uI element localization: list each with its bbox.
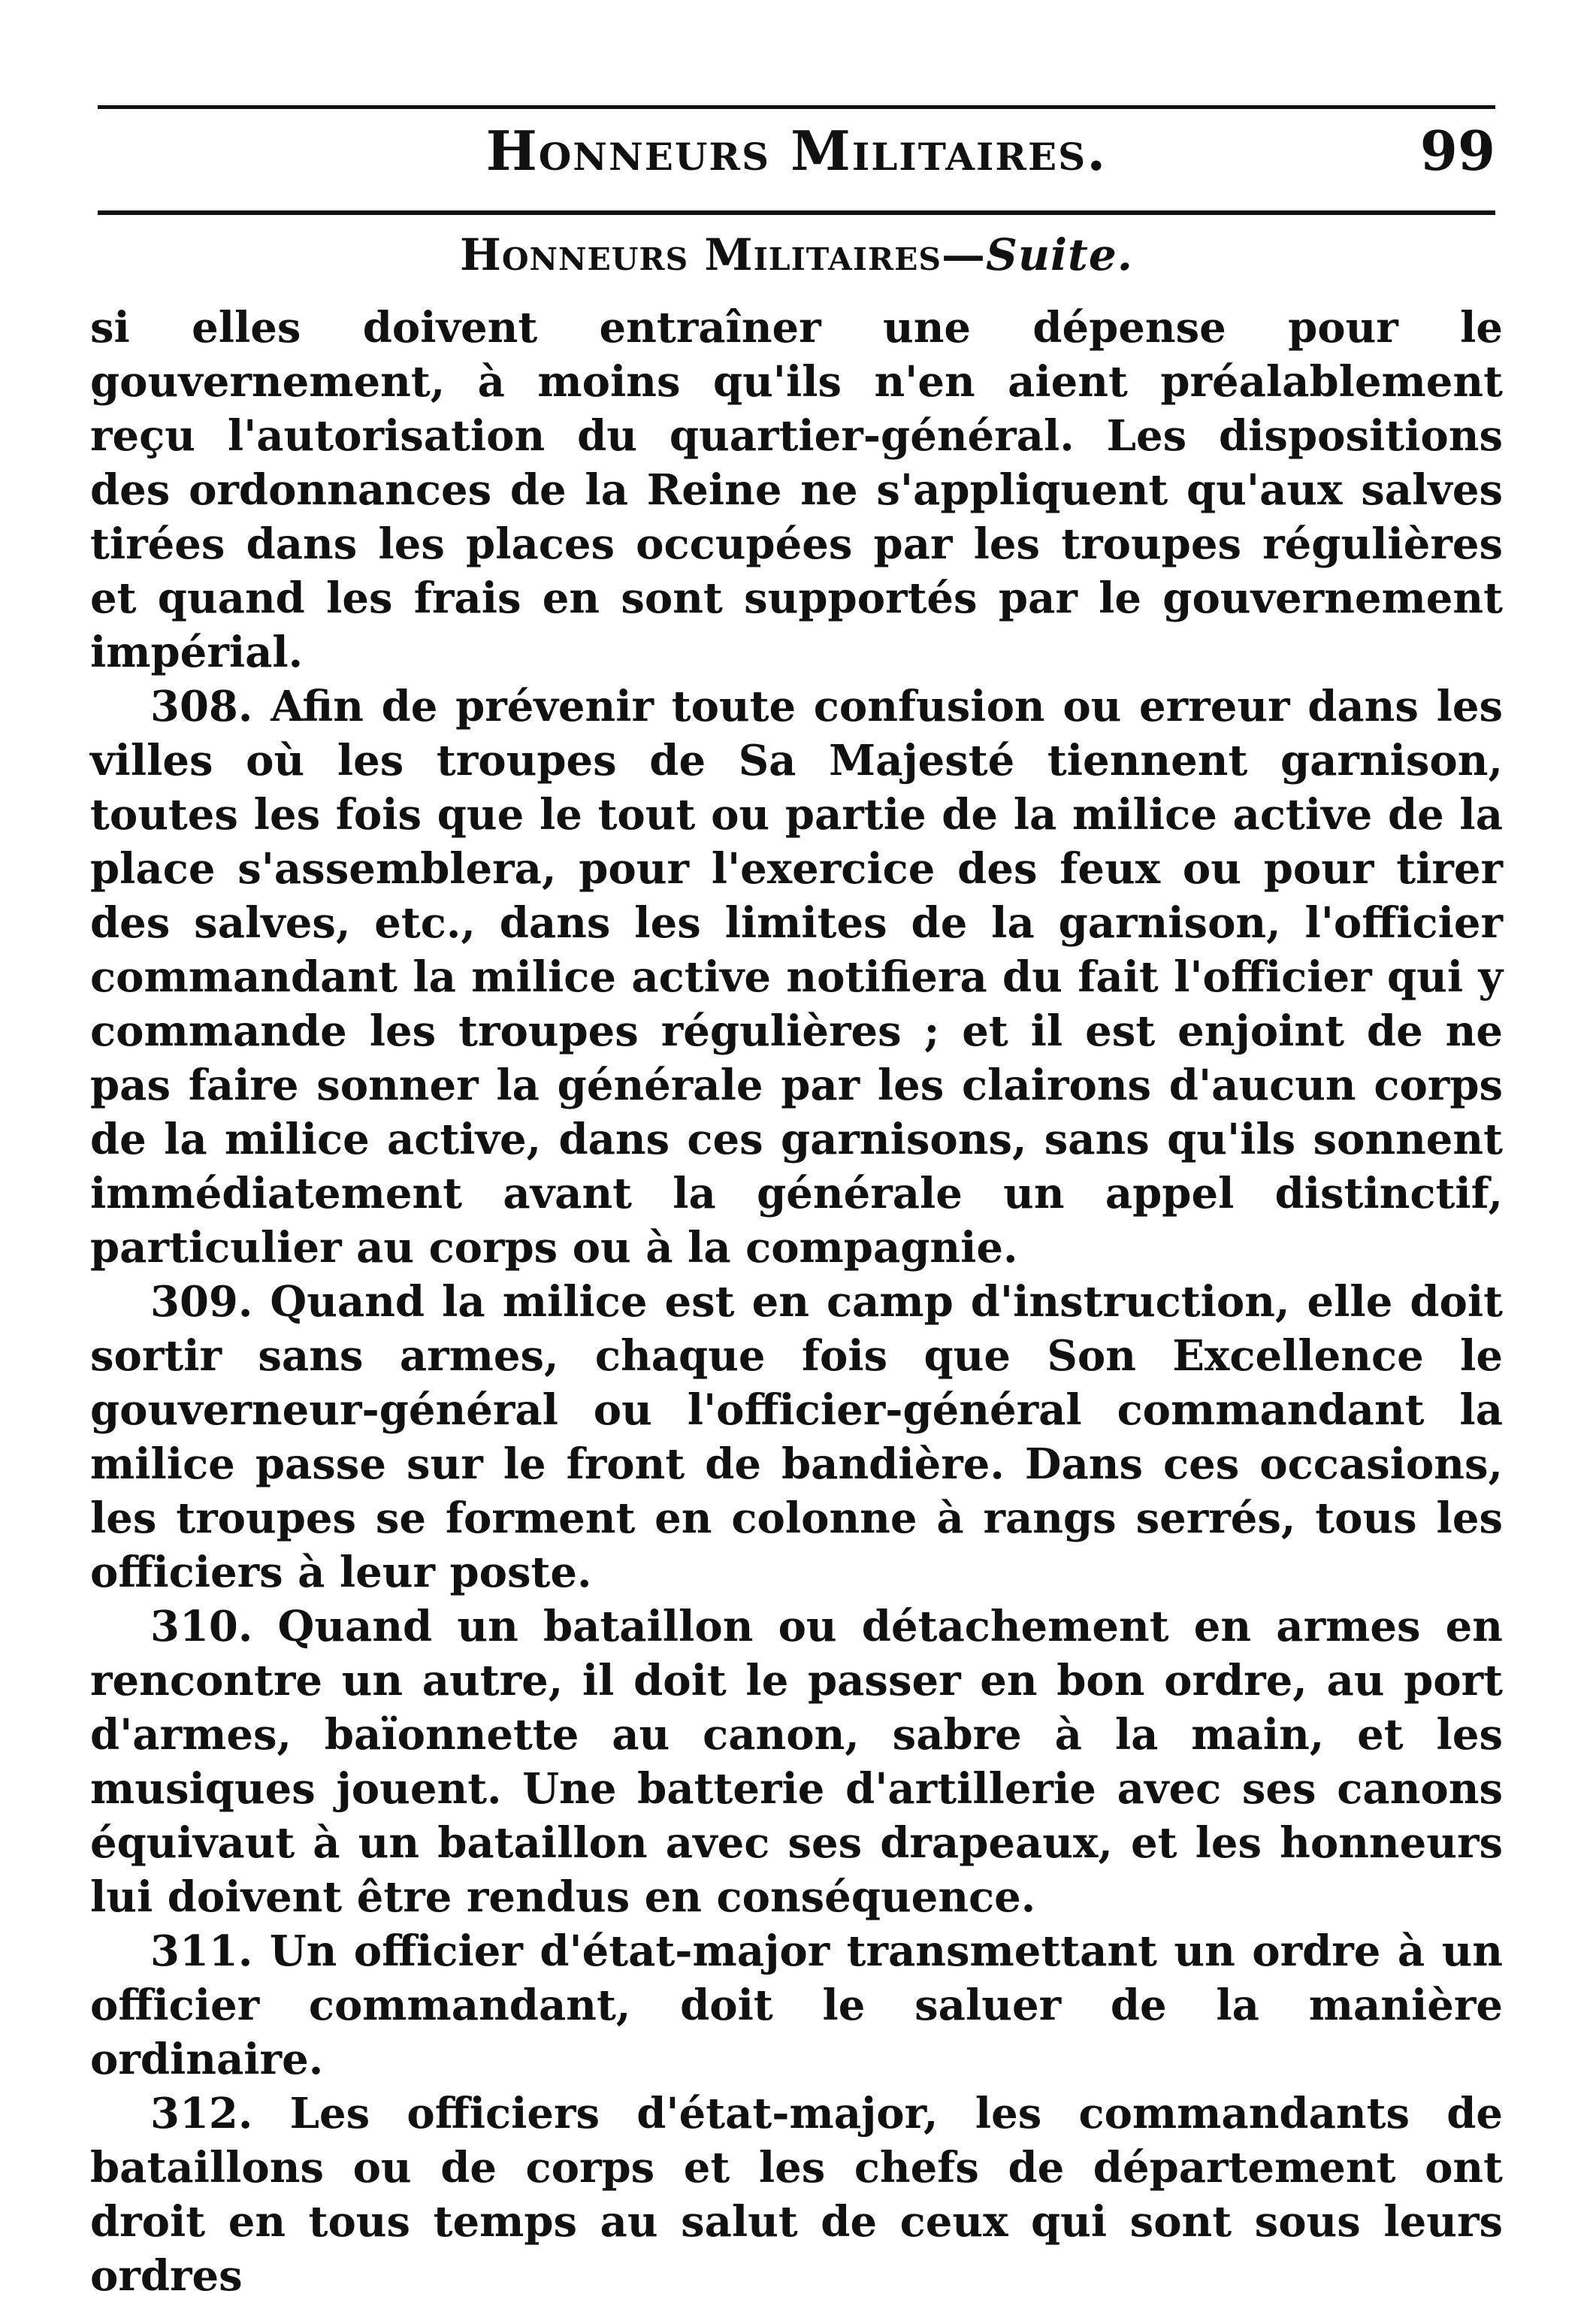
paragraph-number: 309. [150, 1277, 253, 1327]
paragraph-continued [90, 301, 1503, 679]
paragraph-text: Quand la milice est en camp d'instruction, elle doit sortir sans armes, chaque fois que Son Excellence le gouverneur-général ou l'officier-général commandant la milice passe sur le front de bandière. Dans ces occasions, les troupes se forment en colonne à rangs serrés, tous les officiers à leur poste. [90, 1277, 1503, 1597]
paragraph-text: si elles doivent entraîner une dépense pour le gouvernement, à moins qu'ils n'en aient préalablement reçu l'autorisation du quartier-général. Les dispositions des ordonnances de la Reine ne s'appliquent qu'aux salves tirées dans les places occupées par les troupes régulières et quand les frais en sont supportés par le gouvernement impérial. [90, 303, 1503, 677]
paragraph-310 [90, 1599, 1503, 1924]
section-suite: Suite. [985, 229, 1133, 280]
paragraph-number: 308. [150, 682, 253, 731]
header-rule [98, 210, 1495, 215]
paragraph-311 [90, 1924, 1503, 2087]
running-head [98, 119, 1495, 201]
paragraph-312 [90, 2087, 1503, 2303]
top-rule [98, 105, 1495, 109]
paragraph-text: Un officier d'état-major transmettant un ordre à un officier commandant, doit le saluer de la manière ordinaire. [90, 1926, 1503, 2084]
paragraph-number: 312. [150, 2089, 253, 2138]
paragraph-text: Quand un bataillon ou détachement en armes en rencontre un autre, il doit le passer en bon ordre, au port d'armes, baïonnette au canon, sabre à la main, et les musiques jouent. Une batterie d'artillerie avec ses canons équivaut à un bataillon avec ses drapeaux, et les honneurs lui doivent être rendus en conséquence. [90, 1602, 1503, 1922]
paragraph-308 [90, 679, 1503, 1275]
section-title: Honneurs Militaires— [460, 229, 986, 280]
paragraph-text: Les officiers d'état-major, les commandants de bataillons ou de corps et les chefs de département ont droit en tous temps au salut de ceux qui sont sous leurs ordres [90, 2089, 1504, 2301]
running-title: Honneurs Militaires. [485, 119, 1108, 183]
paragraph-number: 310. [150, 1602, 253, 1651]
paragraph-number: 311. [150, 1926, 253, 1976]
body-text [90, 301, 1503, 2303]
paragraph-309 [90, 1275, 1503, 1599]
section-heading [98, 229, 1495, 280]
paragraph-text: Afin de prévenir toute confusion ou erreur dans les villes où les troupes de Sa Majesté tiennent garnison, toutes les fois que le tout ou partie de la milice active de la place s'assemblera, pour l'exercice des feux ou pour tirer des salves, etc., dans les limites de la garnison, l'officier commandant la milice active notifiera du fait l'officier qui y commande les troupes régulières ; et il est enjoint de ne pas faire sonner la générale par les clairons d'aucun corps de la milice active, dans ces garnisons, sans qu'ils sonnent immédiatement avant la générale un appel distinctif, particulier au corps ou à la compagnie. [90, 682, 1503, 1273]
page-number: 99 [1419, 119, 1495, 183]
